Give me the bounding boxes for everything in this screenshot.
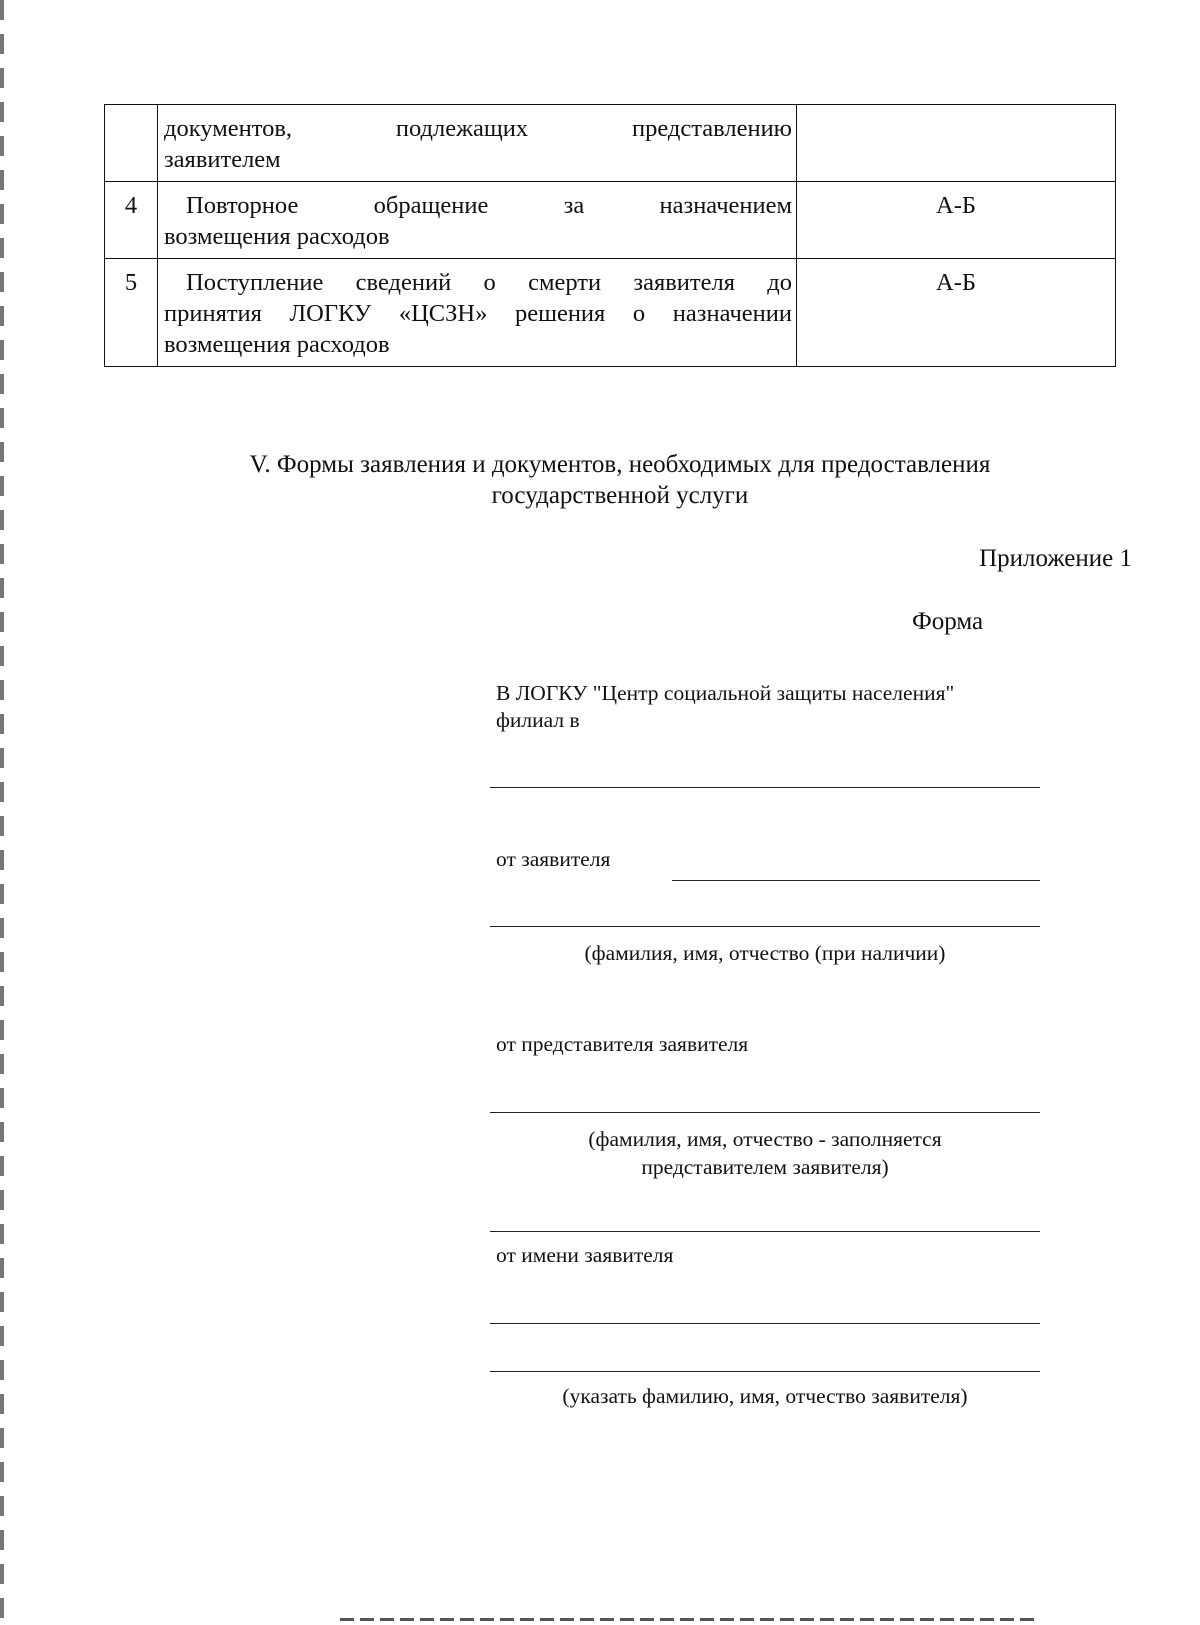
recipient-block bbox=[496, 680, 954, 734]
representative-fill-line[interactable] bbox=[490, 1112, 1040, 1113]
row-code bbox=[797, 105, 1116, 182]
row-text-line: документов, подлежащих представлению bbox=[164, 115, 792, 142]
on-behalf-fill-line[interactable] bbox=[490, 1323, 1040, 1324]
section-title bbox=[120, 449, 1120, 511]
on-behalf-hint: (указать фамилию, имя, отчество заявителя) bbox=[562, 1384, 968, 1408]
representative-hint bbox=[490, 1125, 1040, 1181]
applicant-hint: (фамилия, имя, отчество (при наличии) bbox=[584, 941, 946, 965]
applicant-fill-line[interactable] bbox=[672, 880, 1040, 881]
criteria-table bbox=[104, 104, 1116, 367]
row-number: 4 bbox=[105, 182, 158, 259]
section-title-line: V. Формы заявления и документов, необходимых для предоставления bbox=[249, 451, 991, 478]
row-text-line: принятия ЛОГКУ «ЦСЗН» решения о назначении bbox=[164, 300, 792, 327]
table-row bbox=[105, 105, 1116, 182]
row-code: А-Б bbox=[797, 259, 1116, 367]
row-text-line: Поступление сведений о смерти заявителя до bbox=[186, 269, 792, 296]
scan-edge-mark bbox=[0, 0, 4, 1625]
representative-fill-line-2[interactable] bbox=[490, 1231, 1040, 1232]
table-row bbox=[105, 259, 1116, 367]
representative-hint-line: (фамилия, имя, отчество - заполняется bbox=[588, 1127, 942, 1151]
row-text-line: возмещения расходов bbox=[164, 223, 390, 250]
row-number bbox=[105, 105, 158, 182]
row-text-line: возмещения расходов bbox=[164, 331, 390, 358]
applicant-fill-line-2[interactable] bbox=[490, 926, 1040, 927]
row-text bbox=[158, 182, 797, 259]
recipient-line: филиал в bbox=[496, 708, 580, 732]
appendix-label: Приложение 1 bbox=[979, 545, 1132, 572]
row-text bbox=[158, 105, 797, 182]
on-behalf-label: от имени заявителя bbox=[496, 1243, 674, 1267]
row-number: 5 bbox=[105, 259, 158, 367]
applicant-label: от заявителя bbox=[496, 847, 611, 871]
representative-hint-line: представителем заявителя) bbox=[641, 1155, 889, 1179]
row-text bbox=[158, 259, 797, 367]
row-text-line: Повторное обращение за назначением bbox=[186, 192, 792, 219]
table-row bbox=[105, 182, 1116, 259]
branch-fill-line[interactable] bbox=[490, 787, 1040, 788]
representative-label: от представителя заявителя bbox=[496, 1032, 749, 1056]
on-behalf-fill-line-2[interactable] bbox=[490, 1371, 1040, 1372]
row-code: А-Б bbox=[797, 182, 1116, 259]
row-text-line: заявителем bbox=[164, 146, 281, 173]
form-label: Форма bbox=[912, 608, 984, 635]
recipient-line: В ЛОГКУ "Центр социальной защиты населения" bbox=[496, 681, 955, 705]
section-title-line: государственной услуги bbox=[491, 482, 749, 509]
scan-bottom-mark bbox=[340, 1618, 1040, 1621]
